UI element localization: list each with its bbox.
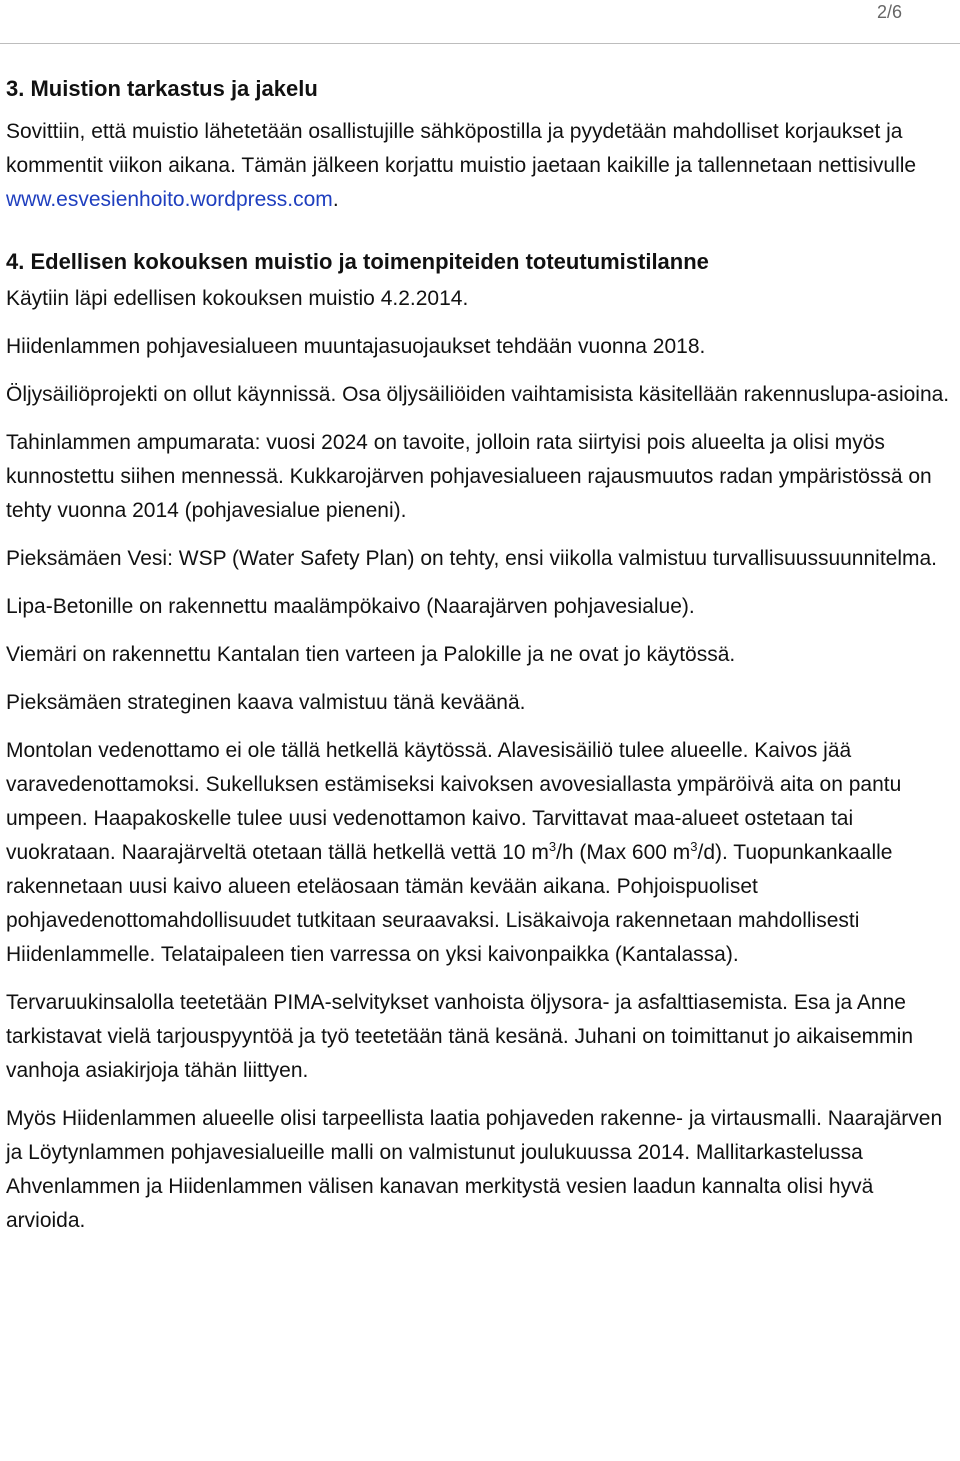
page-number: 2/6 — [876, 2, 902, 22]
paragraph-sewer: Viemäri on rakennettu Kantalan tien varteen ja Palokille ja ne ovat jo käytössä. — [6, 643, 736, 666]
website-link[interactable]: www.esvesienhoito.wordpress.com — [6, 188, 333, 211]
paragraph-tervaruukki-survey: Tervaruukinsalolla teetetään PIMA-selvitykset vanhoista öljysora- ja asfalttiasemista. Esa ja Anne tarkistavat vielä tarjouspyyntöä ja työ teetetään tänä kesänä. Juhani on toimittanut jo aikaisemmin vanhoja asiakirjoja tähän liittyen. — [6, 991, 914, 1082]
montola-superscript-2: 3 — [690, 839, 698, 854]
paragraph-hiidenlampi-model: Myös Hiidenlammen alueelle olisi tarpeellista laatia pohjaveden rakenne- ja virtausmalli. Naarajärven ja Löytynlammen pohjavesialueille malli on valmistunut joulukuussa 2014. Mallitarkastelussa Ahvenlammen ja Hiidenlammen välisen kanavan merkitystä vesien laadun kannalta olisi hyvä arvioida. — [6, 1107, 943, 1232]
paragraph-transformer-protection: Hiidenlammen pohjavesialueen muuntajasuojaukset tehdään vuonna 2018. — [6, 335, 706, 358]
paragraph-strategic-plan: Pieksämäen strateginen kaava valmistuu tänä keväänä. — [6, 691, 526, 714]
paragraph-montola-water-intake — [6, 734, 958, 972]
section-3-text-end: . — [332, 188, 339, 211]
section-3-text: Sovittiin, että muistio lähetetään osallistujille sähköpostilla ja pyydetään mahdolliset korjaukset ja kommentit viikon aikana. Tämän jälkeen korjattu muistio jaetaan kaikille ja tallennetaan nettisivulle — [6, 120, 917, 177]
section-3-heading: 3. Muistion tarkastus ja jakelu — [6, 76, 318, 101]
header-divider — [0, 43, 960, 44]
section-3-paragraph — [6, 115, 958, 217]
section-4-heading: 4. Edellisen kokouksen muistio ja toimenpiteiden toteutumistilanne — [6, 249, 709, 274]
document-body — [6, 72, 958, 1252]
paragraph-water-safety-plan: Pieksämäen Vesi: WSP (Water Safety Plan) on tehty, ensi viikolla valmistuu turvallisuussuunnitelma. — [6, 547, 938, 570]
montola-text-2: /h (Max 600 m — [556, 841, 691, 864]
paragraph-oil-tank-project: Öljysäiliöprojekti on ollut käynnissä. Osa öljysäiliöiden vaihtamisista käsitellään rakennuslupa-asioina. — [6, 383, 950, 406]
montola-text-1: Montolan vedenottamo ei ole tällä hetkellä käytössä. Alavesisäiliö tulee alueelle. Kaivos jää varavedenottamoksi. Sukelluksen estämiseksi kaivoksen avovesiallasta ympäröivä aita on pantu umpeen. Haapakoskelle tulee uusi vedenottamon kaivo. Tarvittavat maa-alueet ostetaan tai vuokrataan. Naarajärveltä otetaan tällä hetkellä vettä 10 m — [6, 739, 902, 864]
paragraph-geothermal-well: Lipa-Betonille on rakennettu maalämpökaivo (Naarajärven pohjavesialue). — [6, 595, 695, 618]
section-4-intro: Käytiin läpi edellisen kokouksen muistio 4.2.2014. — [6, 287, 469, 310]
montola-text-3: /d). Tuopunkankaalle rakennetaan uusi kaivo alueen eteläosaan tämän kevään aikana. Pohjoispuoliset pohjavedenottomahdollisuudet tutkitaan seuraavaksi. Lisäkaivoja rakennetaan mahdollisesti Hiidenlammelle. Telataipaleen tien varressa on yksi kaivonpaikka (Kantalassa). — [6, 841, 893, 966]
montola-superscript-1: 3 — [548, 839, 557, 854]
paragraph-shooting-range: Tahinlammen ampumarata: vuosi 2024 on tavoite, jolloin rata siirtyisi pois alueelta ja olisi myös kunnostettu siihen mennessä. Kukkarojärven pohjavesialueen rajausmuutos radan ympäristössä on tehty vuonna 2014 (pohjavesialue pieneni). — [6, 431, 932, 522]
